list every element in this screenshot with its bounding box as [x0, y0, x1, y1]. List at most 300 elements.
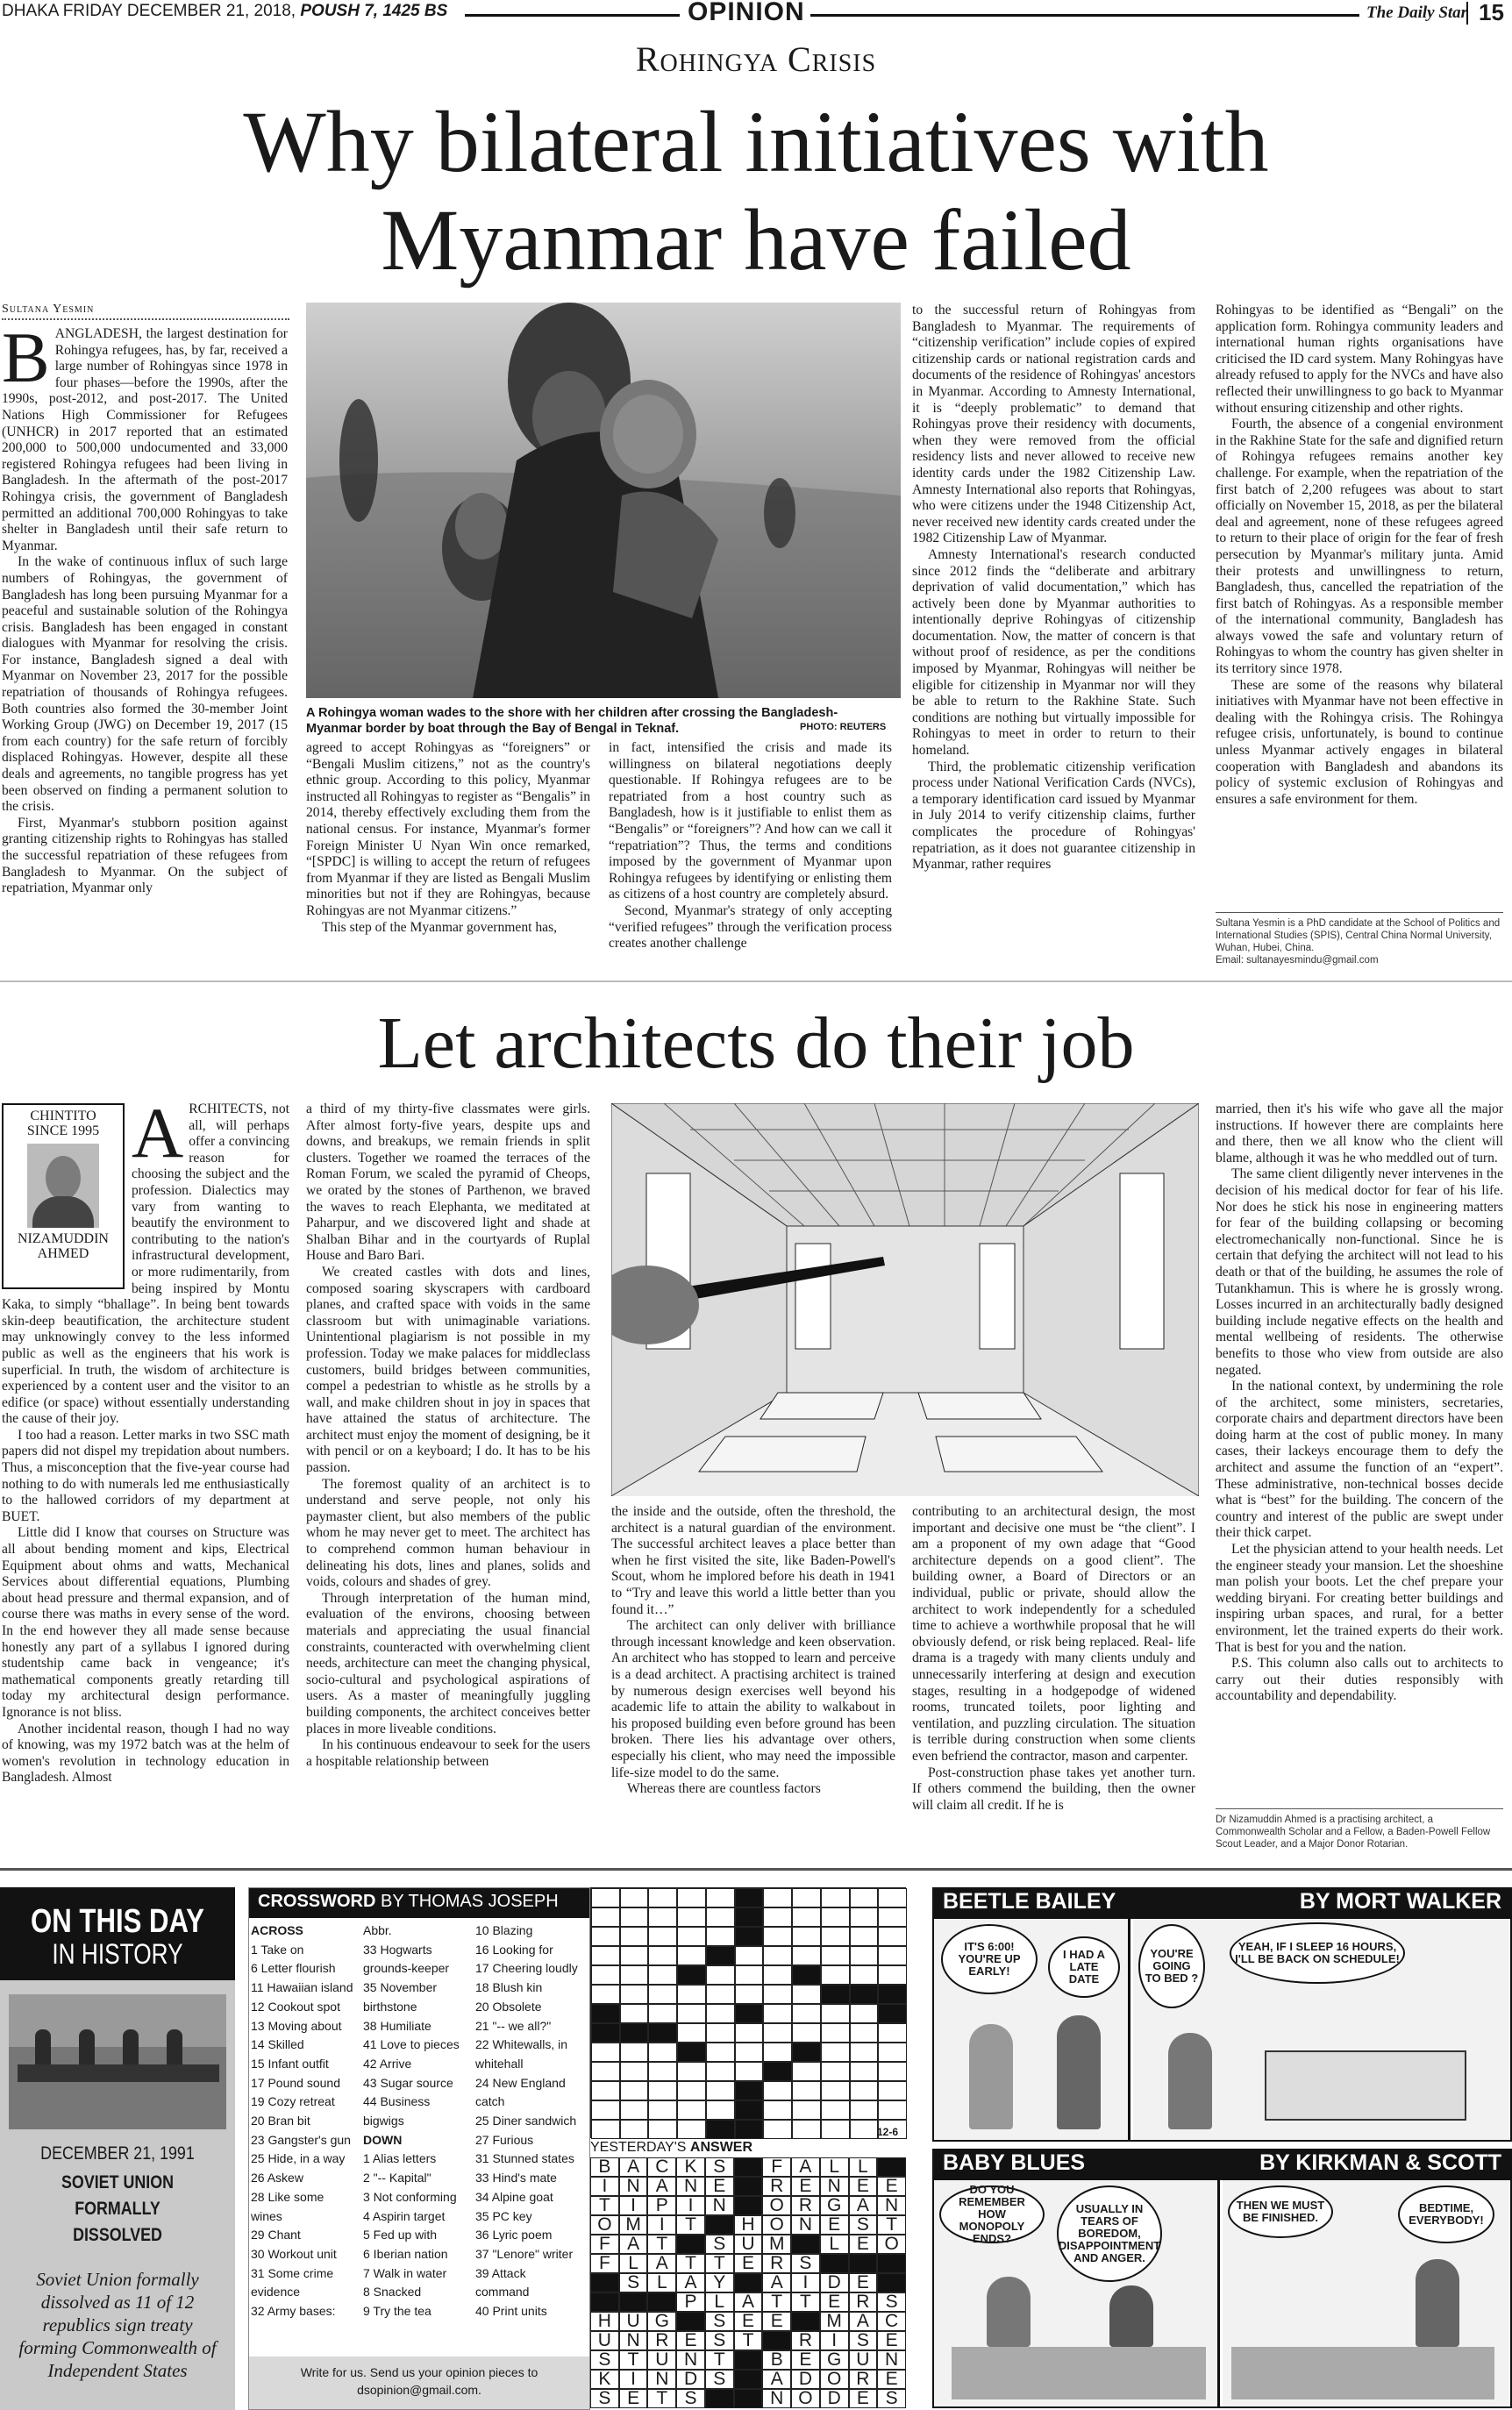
crossword-cell[interactable]: [677, 2023, 706, 2043]
bottom-separator: [0, 1868, 1512, 1871]
answer-cell: H: [734, 2215, 763, 2235]
crossword-cell[interactable]: [735, 2004, 764, 2023]
answer-cell: F: [590, 2235, 619, 2254]
answer-cell: L: [705, 2292, 734, 2312]
crossword-cell[interactable]: [620, 1888, 649, 1907]
crossword-cell[interactable]: [620, 2081, 649, 2100]
crossword-cell[interactable]: [648, 2120, 677, 2139]
crossword-clue: 20 Bran bit: [251, 2114, 310, 2128]
crossword-cell[interactable]: [763, 2043, 792, 2062]
crossword-cell[interactable]: [821, 1907, 850, 1927]
column-since: SINCE 1995: [26, 1123, 100, 1138]
article1-column-5: [1216, 303, 1503, 908]
crossword-clue: 29 Chant: [251, 2228, 301, 2242]
answer-cell: E: [849, 2389, 878, 2408]
crossword-clue: 23 Gangster's gun: [251, 2132, 351, 2147]
crossword-cell[interactable]: [706, 1907, 735, 1927]
crossword-cell[interactable]: [821, 1965, 850, 1985]
crossword-cell[interactable]: [620, 2023, 649, 2043]
answer-cell: I: [676, 2196, 705, 2215]
answer-cell: G: [647, 2312, 676, 2331]
comic-author: BY MORT WALKER: [1299, 1889, 1501, 1914]
crossword-clue: bigwigs: [363, 2114, 404, 2128]
crossword-cell[interactable]: [677, 2062, 706, 2081]
crossword-cell[interactable]: [648, 1907, 677, 1927]
crossword-cell[interactable]: [792, 2062, 821, 2081]
crossword-cell[interactable]: [620, 2120, 649, 2139]
crossword-cell[interactable]: [792, 1907, 821, 1927]
crossword-cell[interactable]: [821, 2023, 850, 2043]
answer-cell: E: [791, 2350, 820, 2370]
answer-cell: A: [647, 2254, 676, 2273]
crossword-cell[interactable]: [763, 2004, 792, 2023]
article1-bio: [1216, 917, 1503, 966]
crossword-clue: 38 Humiliate: [363, 2018, 431, 2033]
crossword-clue: 9 Try the tea: [363, 2304, 431, 2319]
headline-line1: Why bilateral initiatives with: [243, 93, 1269, 190]
answer-cell: [734, 2273, 763, 2292]
crossword-clue: 39 Attack: [475, 2265, 526, 2280]
answer-label-1: YESTERDAY'S: [590, 2140, 687, 2155]
crossword-cell[interactable]: [677, 2081, 706, 2100]
crossword-cell[interactable]: [648, 2062, 677, 2081]
crossword-box: [248, 1887, 590, 2410]
crossword-cell[interactable]: [620, 1927, 649, 1946]
answer-cell: F: [762, 2157, 791, 2177]
bio-email: Email: sultanayesmindu@gmail.com: [1216, 955, 1379, 966]
panel-1: [934, 1919, 1130, 2140]
paragraph: married, then it's his wife who gave all the major instructions. If however there are complaints here and there, then we all know who the client will blame, although it was he who meddled out of turn.: [1216, 1102, 1503, 1166]
answer-cell: E: [820, 2292, 849, 2312]
crossword-clue: 16 Looking for: [475, 1942, 553, 1957]
crossword-cell[interactable]: [706, 2023, 735, 2043]
crossword-cell[interactable]: [763, 2023, 792, 2043]
crossword-cell[interactable]: [648, 1965, 677, 1985]
answer-cell: E: [849, 2177, 878, 2196]
crossword-cell[interactable]: [591, 2043, 620, 2062]
crossword-cell[interactable]: [821, 2120, 850, 2139]
panel-2: [1223, 2180, 1510, 2406]
answer-cell: M: [762, 2235, 791, 2254]
crossword-cell[interactable]: [677, 1907, 706, 1927]
crossword-cell[interactable]: [850, 2004, 879, 2023]
crossword-cell[interactable]: [763, 1907, 792, 1927]
answer-cell: N: [877, 2350, 906, 2370]
crossword-cell[interactable]: [706, 1965, 735, 1985]
crossword-cell[interactable]: [677, 2120, 706, 2139]
answer-cell: R: [762, 2254, 791, 2273]
crossword-cell[interactable]: [677, 1965, 706, 1985]
crossword-cell[interactable]: [878, 1985, 907, 2004]
photo-image: [306, 303, 901, 698]
crossword-cell[interactable]: [850, 2062, 879, 2081]
answer-cell: P: [676, 2292, 705, 2312]
answer-cell: [877, 2254, 906, 2273]
crossword-cell[interactable]: [850, 1888, 879, 1907]
paragraph: ANGLADESH, the largest destination for Rohingya refugees, has, by far, received a large number of Rohingyas since 1978 in four phases—before the 1990s, after the 1990s, post-2012, and post-2017. The United Nations High Commissioner for Refugees (UNHCR) in 2017 reported that an estimated 200,000 to 500,000 undocumented and 33,000 registered Rohingya refugees had been living in Bangladesh. In the aftermath of the post-2017 Rohingya crisis, the government of Bangladesh permitted an additional 700,000 Rohingyas to take shelter in Bangladesh until their safe return to Myanmar.: [2, 326, 288, 553]
crossword-cell[interactable]: [878, 1888, 907, 1907]
crossword-cell[interactable]: [648, 2004, 677, 2023]
down-label: DOWN: [363, 2132, 403, 2147]
crossword-cell[interactable]: [591, 1946, 620, 1965]
comic-header: [932, 1887, 1512, 1917]
answer-cell: E: [820, 2215, 849, 2235]
crossword-cell[interactable]: [706, 2043, 735, 2062]
answer-cell: [734, 2177, 763, 2196]
crossword-cell[interactable]: [620, 2004, 649, 2023]
crossword-cell[interactable]: [706, 1888, 735, 1907]
crossword-cell[interactable]: [878, 2043, 907, 2062]
crossword-cell[interactable]: [850, 2120, 879, 2139]
crossword-cell[interactable]: [850, 2100, 879, 2120]
crossword-cell[interactable]: [735, 2062, 764, 2081]
answer-cell: M: [820, 2312, 849, 2331]
crossword-cell[interactable]: [677, 1888, 706, 1907]
speech-bubble: YOU'RE GOING TO BED ?: [1138, 1924, 1205, 2008]
answer-cell: [734, 2389, 763, 2408]
crossword-cell[interactable]: [735, 2120, 764, 2139]
crossword-cell[interactable]: [735, 2043, 764, 2062]
answer-cell: U: [849, 2350, 878, 2370]
crossword-cell[interactable]: [850, 1927, 879, 1946]
crossword-clues: [249, 1918, 589, 2339]
crossword-cell[interactable]: [677, 1985, 706, 2004]
crossword-cell[interactable]: [591, 1985, 620, 2004]
answer-cell: E: [676, 2331, 705, 2350]
crossword-cell[interactable]: [648, 2023, 677, 2043]
crossword-cell[interactable]: [792, 2120, 821, 2139]
crossword-cell[interactable]: [878, 1907, 907, 1927]
crossword-clue: wines: [251, 2208, 282, 2223]
crossword-cell[interactable]: [620, 1965, 649, 1985]
crossword-clue: whitehall: [475, 2056, 524, 2071]
crossword-cell[interactable]: [706, 2081, 735, 2100]
article2-dropcap: A: [132, 1102, 184, 1173]
crossword-cell[interactable]: [763, 2081, 792, 2100]
crossword-cell[interactable]: [735, 1965, 764, 1985]
article2-headline: Let architects do their job: [377, 1002, 1135, 1084]
crossword-cell[interactable]: [792, 1946, 821, 1965]
crossword-cell[interactable]: [821, 2043, 850, 2062]
answer-cell: F: [590, 2254, 619, 2273]
answer-cell: N: [877, 2196, 906, 2215]
paragraph: In his continuous endeavour to seek for the users a hospitable relationship between: [306, 1737, 590, 1769]
crossword-clue: 24 New England: [475, 2075, 566, 2090]
crossword-cell[interactable]: [878, 2062, 907, 2081]
crossword-cell[interactable]: [792, 1927, 821, 1946]
crossword-cell[interactable]: [648, 2043, 677, 2062]
answer-cell: M: [619, 2215, 648, 2235]
article1-byline: Sultana Yesmin: [2, 303, 95, 316]
answer-cell: [676, 2235, 705, 2254]
paragraph: Little did I know that courses on Structure was all about bending moment and kips, Electrical Equipment about ohms and watts, Mechanical Services about differential equations, Plumbing about head pressure and thermal expansion, and of course there was maths in every sense of the word. In the end however they all made sense because honestly any part of a syllabus I ignored during studentship came back in vengeance; it's mathematical components greatly retarding till today my architectural design performance. Ignorance is not bliss.: [2, 1525, 289, 1720]
crossword-cell[interactable]: [821, 2081, 850, 2100]
answer-cell: L: [820, 2235, 849, 2254]
paragraph: The architect can only deliver with brilliance through incessant knowledge and keen observation. An architect who has stopped to learn and perceive is a dead architect. A practising architect is trained by numerous design exercises well beyond his academic life to attain the ability to walkabout in his proposed building even before ground has been broken. There lies his advantage over others, especially his client, who may need the impossible life-size model to do the same.: [611, 1618, 895, 1780]
answer-cell: U: [734, 2235, 763, 2254]
crossword-cell[interactable]: [591, 2023, 620, 2043]
crossword-cell[interactable]: [677, 1946, 706, 1965]
answer-cell: Y: [705, 2273, 734, 2292]
crossword-clue: command: [475, 2285, 530, 2299]
crossword-cell[interactable]: [620, 1907, 649, 1927]
answer-cell: [734, 2350, 763, 2370]
paragraph: to the successful return of Rohingyas from Bangladesh to Myanmar. The requirements of “citizenship verification” include copies of expired citizenship cards or national registration cards and documents of the residence of Rohingyas' ancestors in Myanmar. According to Amnesty International, it is “deeply problematic” to demand that Rohingyas prove their residency with documents, when they were removed from the official residency lists and never allowed to receive new identity cards under the 1982 Citizenship Law. Amnesty International also reports that Rohingyas, who were citizens under the 1948 Citizenship Act, never received new identity cards created under the 1982 Citizenship Law of Myanmar.: [912, 303, 1195, 546]
answer-cell: I: [791, 2273, 820, 2292]
answer-cell: S: [849, 2215, 878, 2235]
crossword-cell[interactable]: [735, 1927, 764, 1946]
crossword-cell[interactable]: [591, 2004, 620, 2023]
crossword-cell[interactable]: [763, 2062, 792, 2081]
answer-cell: E: [619, 2389, 648, 2408]
character: [969, 2024, 1013, 2129]
article2-column-1: [2, 1102, 289, 1845]
crossword-cell[interactable]: [620, 1946, 649, 1965]
answer-cell: [820, 2254, 849, 2273]
character: [987, 2277, 1031, 2347]
crossword-cell[interactable]: [735, 1888, 764, 1907]
crossword-cell[interactable]: [878, 1946, 907, 1965]
paragraph: Post-construction phase takes yet another turn. If others commend the building, then the owner will claim all credit. If he is: [912, 1765, 1195, 1813]
answer-cell: R: [849, 2370, 878, 2389]
crossword-cell[interactable]: [677, 1927, 706, 1946]
crossword-cell[interactable]: [763, 1927, 792, 1946]
crossword-cell[interactable]: [821, 2004, 850, 2023]
crossword-cell[interactable]: [821, 1888, 850, 1907]
paragraph: P.S. This column also calls out to architects to carry out their duties responsibly with accountability and dependability.: [1216, 1656, 1503, 1704]
crossword-cell[interactable]: [878, 2100, 907, 2120]
character: [1168, 2033, 1212, 2129]
crossword-cell[interactable]: [706, 2120, 735, 2139]
answer-cell: N: [676, 2177, 705, 2196]
rohingya-photo: [306, 303, 901, 698]
crossword-clue: 35 PC key: [475, 2208, 532, 2223]
crossword-cell[interactable]: [821, 1985, 850, 2004]
article1-kicker: Rohingya Crisis: [635, 39, 877, 79]
answer-cell: N: [619, 2331, 648, 2350]
answer-cell: R: [849, 2292, 878, 2312]
history-headline: [18, 2170, 218, 2249]
crossword-cell[interactable]: [706, 1985, 735, 2004]
crossword-cell[interactable]: [763, 1985, 792, 2004]
crossword-cell[interactable]: [850, 2081, 879, 2100]
crossword-cell[interactable]: [648, 2081, 677, 2100]
answer-cell: L: [820, 2157, 849, 2177]
crossword-clue: 43 Sugar source: [363, 2075, 453, 2090]
crossword-clue: 33 Hogwarts: [363, 1942, 432, 1957]
footer-email-link[interactable]: dsopinion@gmail.com.: [357, 2383, 481, 2397]
bio-text: Sultana Yesmin is a PhD candidate at the School of Politics and International Studies (SPIS), Central China Normal University, Wuhan, Hubei, China.: [1216, 918, 1501, 953]
crossword-cell[interactable]: [792, 2043, 821, 2062]
crossword-cell[interactable]: [878, 1965, 907, 1985]
crossword-cell[interactable]: [648, 1888, 677, 1907]
answer-cell: T: [705, 2350, 734, 2370]
crossword-cell[interactable]: [763, 1946, 792, 1965]
crossword-cell[interactable]: [878, 2004, 907, 2023]
history-body: Soviet Union formally dissolved as 11 of 12 republics sign treaty forming Commonwealth of Independent States: [18, 2269, 217, 2381]
crossword-cell[interactable]: [591, 1965, 620, 1985]
answer-cell: R: [762, 2177, 791, 2196]
clue-column-2: [363, 1922, 460, 2321]
answer-cell: G: [820, 2350, 849, 2370]
paragraph: First, Myanmar's stubborn position against granting citizenship rights to Rohingyas has stalled the successful repatriation of these refugees from Bangladesh to Myanmar. On the subject of repatriation, Myanmar only: [2, 815, 288, 896]
answer-cell: A: [734, 2292, 763, 2312]
answer-cell: T: [590, 2196, 619, 2215]
crossword-cell[interactable]: [706, 2100, 735, 2120]
across-label: ACROSS: [251, 1923, 303, 1937]
crossword-clue: 11 Hawaiian island: [251, 1980, 353, 1995]
crossword-cell[interactable]: [821, 2100, 850, 2120]
answer-cell: U: [619, 2312, 648, 2331]
crossword-cell[interactable]: [735, 1985, 764, 2004]
crossword-cell[interactable]: [850, 1907, 879, 1927]
crossword-cell[interactable]: [792, 2023, 821, 2043]
crossword-author: BY THOMAS JOSEPH: [381, 1892, 559, 1911]
answer-cell: K: [676, 2157, 705, 2177]
crossword-cell[interactable]: [763, 2100, 792, 2120]
crossword-cell[interactable]: [648, 1927, 677, 1946]
answer-cell: T: [705, 2254, 734, 2273]
answer-cell: K: [590, 2370, 619, 2389]
paragraph: The same client diligently never intervenes in the decision of his medical doctor for fear of his life. Nor does he stick his nose in engineering matters for fear of the building collapsing or becoming electromechanically non-functional. Since he is certain that defying the architect will not lead to his death or that of the building, he assumes the role of Tutankhamun. This is where he is grossly wrong. Losses incurred in an architecturally badly designed building include negative effects on the health and mental wellbeing of residents. The otherwise benefits to those who view from outside are also negated.: [1216, 1166, 1503, 1378]
crossword-cell[interactable]: [792, 2100, 821, 2120]
speech-bubble: IT'S 6:00! YOU'RE UP EARLY!: [941, 1924, 1038, 1994]
crossword-clue: 7 Walk in water: [363, 2265, 447, 2280]
crossword-clue: 1 Alias letters: [363, 2151, 437, 2166]
answer-cell: A: [791, 2157, 820, 2177]
answer-cell: O: [762, 2196, 791, 2215]
answer-cell: [791, 2235, 820, 2254]
comic-author: BY KIRKMAN & SCOTT: [1259, 2150, 1501, 2175]
crossword-cell[interactable]: [591, 1907, 620, 1927]
photo-caption: A Rohingya woman wades to the shore with her children after crossing the Bangladesh-Myanmar border by boat through the Bay of Bengal in Teknaf.: [306, 706, 838, 736]
crossword-cell[interactable]: [792, 1888, 821, 1907]
crossword-cell[interactable]: [591, 2120, 620, 2139]
crossword-cell[interactable]: [706, 1927, 735, 1946]
panel-1: [934, 2180, 1220, 2406]
crossword-cell[interactable]: [792, 2004, 821, 2023]
crossword-cell[interactable]: [821, 1927, 850, 1946]
crossword-cell[interactable]: [792, 1965, 821, 1985]
paragraph: Fourth, the absence of a congenial environment in the Rakhine State for the safe and dignified return of Rohingya refugees remains another key challenge. For example, when the repatriation of the first batch of 2,200 refugees was about to start officially on November 15, 2018, as per the bilateral deal and agreement, none of these refugees agreed to return to their place of origin for the fear of fresh persecution by Myanmar's military junta. Amid their protests and unwillingness to return, Bangladesh, thus, cancelled the repatriation of the first batch of Rohingyas. As a responsible member of the international community, Bangladesh has always vowed the safe and voluntary return of Rohingyas to whom the country has given shelter in its territory since 1978.: [1216, 417, 1503, 677]
crossword-cell[interactable]: [706, 2004, 735, 2023]
crossword-cell[interactable]: [792, 2081, 821, 2100]
paragraph: Amnesty International's research conducted since 2012 finds the “deliberate and arbitrary deprivation of valid documentation,” which has actively been done by Myanmar authorities to intentionally deprive Rohingyas of citizenship documentation. Now, the matter of concern is that without proof of residence, as per the conditions imposed by Myanmar, Rohingyas will neither be eligible for citizenship in Myanmar nor will they be able to return to the Rakhine State. Such conditions are nothing but virtually impossible for Rohingyas to meet in order to return to their homeland.: [912, 546, 1195, 759]
answer-cell: A: [647, 2177, 676, 2196]
answer-cell: S: [791, 2254, 820, 2273]
crossword-cell[interactable]: [591, 2100, 620, 2120]
bio-rule: [1216, 912, 1503, 913]
crossword-cell[interactable]: [792, 1985, 821, 2004]
comic-title: BEETLE BAILEY: [943, 1889, 1116, 1914]
history-headline-2: DISSOLVED: [73, 2225, 162, 2245]
crossword-cell[interactable]: [850, 2023, 879, 2043]
crossword-cell[interactable]: [648, 1946, 677, 1965]
crossword-cell[interactable]: [706, 1946, 735, 1965]
crossword-cell[interactable]: [735, 1907, 764, 1927]
crossword-cell[interactable]: [878, 2023, 907, 2043]
crossword-cell[interactable]: [677, 2043, 706, 2062]
comic-beetle-bailey: [932, 1887, 1512, 2145]
answer-cell: S: [705, 2312, 734, 2331]
answer-cell: [734, 2157, 763, 2177]
crossword-cell[interactable]: [735, 1946, 764, 1965]
paragraph: I too had a reason. Letter marks in two SSC math papers did not dispel my trepidation about numbers. Thus, a misconception that the five-year course had nothing to do with numerals led me enthusiastically to the hallowed corridors of my department at BUET.: [2, 1427, 289, 1524]
crossword-cell[interactable]: [591, 2081, 620, 2100]
answer-cell: R: [647, 2331, 676, 2350]
crossword-cell[interactable]: [763, 2120, 792, 2139]
answer-cell: S: [705, 2157, 734, 2177]
answer-cell: [647, 2292, 676, 2312]
answer-cell: T: [877, 2215, 906, 2235]
answer-cell: [676, 2312, 705, 2331]
crossword-cell[interactable]: [763, 1965, 792, 1985]
crossword-clue: 15 Infant outfit: [251, 2056, 329, 2071]
answer-cell: E: [849, 2235, 878, 2254]
paragraph: a third of my thirty-five classmates were girls. After almost forty-five years, despite ups and downs, and breakups, we remain friends in split clusters. Together we roamed the terraces of the Roman Forum, we scaled the pyramid of Cheops, we orated by the stones of Parthenon, we braved the waves to reach Elephanta, we meditated at Paharpur, and we discovered light and shade at Shalban Bihar and in the courtyards of Ruplal House and Baro Bari.: [306, 1102, 590, 1264]
crossword-cell[interactable]: [648, 1985, 677, 2004]
answer-cell: C: [877, 2312, 906, 2331]
crossword-cell[interactable]: [648, 2100, 677, 2120]
header-rule-right: [810, 14, 1359, 17]
crossword-cell[interactable]: [850, 2043, 879, 2062]
panel-2: [1133, 1919, 1510, 2140]
crossword-cell[interactable]: [878, 1927, 907, 1946]
crossword-cell[interactable]: [677, 2004, 706, 2023]
crossword-cell[interactable]: [735, 2023, 764, 2043]
answer-cell: E: [877, 2177, 906, 2196]
speech-bubble: DO YOU REMEMBER HOW MONOPOLY ENDS?: [939, 2185, 1045, 2243]
answer-cell: I: [590, 2177, 619, 2196]
crossword-clue: 18 Blush kin: [475, 1980, 543, 1995]
crossword-cell[interactable]: [850, 1946, 879, 1965]
crossword-cell[interactable]: [591, 1888, 620, 1907]
crossword-cell[interactable]: [878, 2081, 907, 2100]
answer-cell: [877, 2157, 906, 2177]
crossword-cell[interactable]: [821, 1946, 850, 1965]
crossword-cell[interactable]: [850, 1985, 879, 2004]
crossword-cell[interactable]: [706, 2062, 735, 2081]
crossword-cell[interactable]: [850, 1965, 879, 1985]
history-title-2: IN HISTORY: [52, 1938, 183, 1970]
crossword-cell[interactable]: [735, 2081, 764, 2100]
character: [1057, 2015, 1101, 2129]
answer-cell: N: [619, 2177, 648, 2196]
crossword-cell[interactable]: [763, 1888, 792, 1907]
crossword-cell[interactable]: [620, 2043, 649, 2062]
answer-cell: D: [820, 2273, 849, 2292]
crossword-cell[interactable]: [620, 2062, 649, 2081]
crossword-clue: 3 Not conforming: [363, 2189, 457, 2204]
crossword-clue: 35 November: [363, 1980, 438, 1995]
crossword-cell[interactable]: [591, 1927, 620, 1946]
article-separator: [0, 980, 1512, 982]
answer-cell: R: [791, 2331, 820, 2350]
crossword-clue: 44 Business: [363, 2094, 431, 2109]
crossword-cell[interactable]: [735, 2100, 764, 2120]
byline-rule: [2, 318, 289, 320]
crossword-clue: 25 Hide, in a way: [251, 2151, 346, 2166]
crossword-clue: 6 Iberian nation: [363, 2246, 448, 2261]
answer-cell: A: [849, 2312, 878, 2331]
crossword-cell[interactable]: [620, 2100, 649, 2120]
crossword-cell[interactable]: [620, 1985, 649, 2004]
crossword-cell[interactable]: [591, 2062, 620, 2081]
crossword-cell[interactable]: [821, 2062, 850, 2081]
table: [1231, 2347, 1494, 2399]
answer-cell: I: [619, 2196, 648, 2215]
crossword-cell[interactable]: [677, 2100, 706, 2120]
